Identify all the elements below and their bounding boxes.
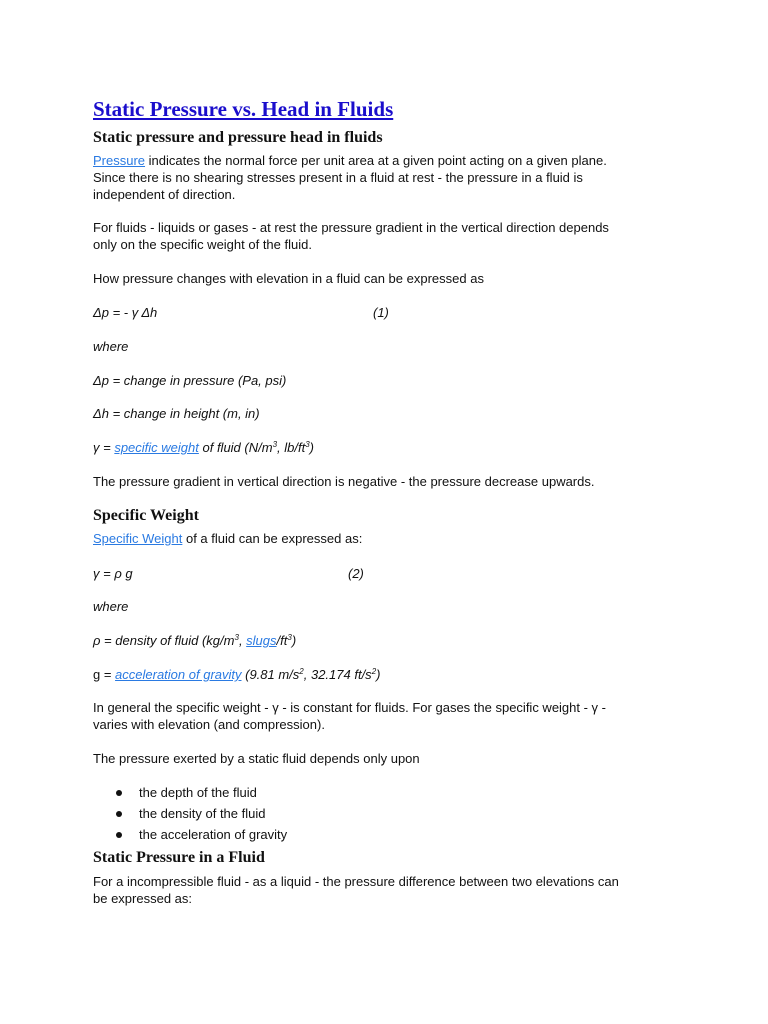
list-item	[93, 805, 287, 826]
page-title[interactable]: Static Pressure vs. Head in Fluids	[93, 97, 394, 121]
general-paragraph	[93, 699, 668, 733]
g-unit-b: , 32.174 ft/s	[303, 667, 372, 682]
specific-weight-link-2[interactable]: Specific Weight	[93, 531, 183, 546]
intro-line-2: Since there is no shearing stresses present in a fluid at rest - the pressure in a fluid is	[93, 170, 583, 185]
slugs-link[interactable]: slugs	[246, 633, 277, 648]
rho-sup-2: 3	[287, 633, 292, 642]
dependency-list	[93, 784, 287, 847]
pressure-link[interactable]: Pressure	[93, 153, 146, 168]
general-line-1: In general the specific weight - γ - is constant for fluids. For gases the specific weight - γ -	[93, 700, 606, 715]
where-label-1: where	[93, 339, 129, 354]
definition-rho	[93, 632, 296, 649]
general-line-2: varies with elevation (and compression).	[93, 717, 325, 732]
incompressible-paragraph	[93, 873, 668, 907]
list-item-text: the acceleration of gravity	[139, 827, 288, 842]
gamma-sup-1: 3	[272, 440, 278, 449]
equation-1-expression: Δp = - γ Δh	[93, 305, 158, 320]
equation-2-number: (2)	[348, 566, 364, 581]
bullet-icon	[116, 790, 122, 796]
gamma-unit-a: of fluid (N/m	[198, 440, 273, 455]
rho-unit-b: )	[291, 633, 297, 648]
gamma-prefix: γ =	[93, 440, 115, 455]
gamma-unit-b: , lb/ft	[277, 440, 306, 455]
section-heading-pressure-head: Static pressure and pressure head in fluids	[93, 129, 383, 146]
specific-weight-link[interactable]: specific weight	[114, 440, 199, 455]
rho-prefix: ρ = density of fluid (kg/m	[93, 633, 235, 648]
g-prefix: g =	[93, 667, 116, 682]
gradient-line-2: only on the specific weight of the fluid.	[93, 237, 312, 252]
specific-weight-paragraph	[93, 530, 668, 547]
section-heading-specific-weight: Specific Weight	[93, 507, 199, 524]
incompressible-line-2: be expressed as:	[93, 891, 193, 906]
definition-g	[93, 666, 380, 683]
equation-2	[93, 565, 373, 582]
acceleration-of-gravity-link[interactable]: acceleration of gravity	[115, 667, 242, 682]
section-heading-static-pressure: Static Pressure in a Fluid	[93, 849, 265, 866]
rho-mid: ,	[238, 633, 247, 648]
negative-gradient-paragraph: The pressure gradient in vertical direction is negative - the pressure decrease upwards.	[93, 474, 595, 489]
incompressible-line-1: For a incompressible fluid - as a liquid - the pressure difference between two elevations can	[93, 874, 619, 889]
equation-2-expression: γ = ρ g	[93, 566, 133, 581]
definition-gamma	[93, 439, 314, 456]
definition-delta-h: Δh = change in height (m, in)	[93, 406, 260, 421]
list-item-text: the density of the fluid	[139, 806, 266, 821]
specific-weight-rest: of a fluid can be expressed as:	[182, 531, 363, 546]
exerted-paragraph: The pressure exerted by a static fluid depends only upon	[93, 751, 420, 766]
intro-line-3: independent of direction.	[93, 187, 236, 202]
bullet-icon	[116, 811, 122, 817]
gradient-paragraph	[93, 219, 668, 253]
definition-delta-p: Δp = change in pressure (Pa, psi)	[93, 373, 287, 388]
rho-sup-1: 3	[234, 633, 239, 642]
how-pressure-paragraph: How pressure changes with elevation in a fluid can be expressed as	[93, 271, 484, 286]
bullet-icon	[116, 832, 122, 838]
gamma-sup-2: 3	[305, 440, 310, 449]
g-unit-c: )	[376, 667, 381, 682]
list-item-text: the depth of the fluid	[139, 785, 257, 800]
gamma-unit-c: )	[309, 440, 314, 455]
rho-unit-a: /ft	[276, 633, 288, 648]
g-sup-2: 2	[371, 667, 377, 676]
g-unit-a: (9.81 m/s	[241, 667, 300, 682]
where-label-2: where	[93, 599, 129, 614]
g-sup-1: 2	[299, 667, 304, 676]
gradient-line-1: For fluids - liquids or gases - at rest the pressure gradient in the vertical direction depends	[93, 220, 609, 235]
equation-1	[93, 304, 393, 321]
intro-line-1: indicates the normal force per unit area at a given point acting on a given plane.	[145, 153, 607, 168]
list-item	[93, 784, 287, 805]
list-item	[93, 826, 287, 847]
equation-1-number: (1)	[373, 305, 389, 320]
intro-paragraph	[93, 152, 668, 203]
